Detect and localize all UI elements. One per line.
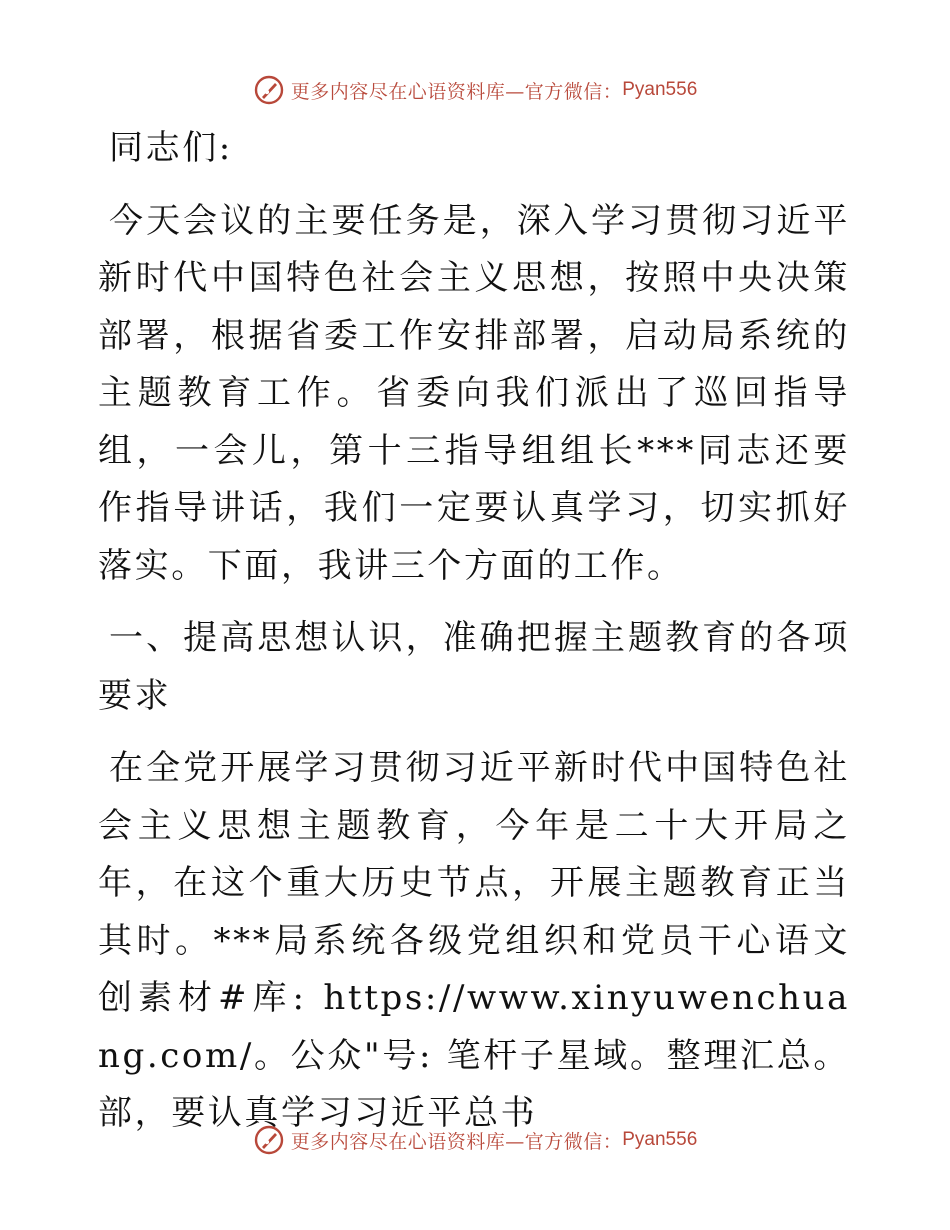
quill-circle-logo-icon (253, 1124, 285, 1156)
section-heading: 一、提高思想认识，准确把握主题教育的各项要求 (98, 618, 850, 716)
quill-circle-logo-icon (253, 74, 285, 106)
salutation: 同志们: (109, 128, 233, 168)
footer-watermark-banner (0, 1120, 950, 1160)
header-watermark-banner (0, 70, 950, 110)
paragraph: 今天会议的主要任务是，深入学习贯彻习近平新时代中国特色社会主义思想，按照中央决策部署，根据省委工作安排部署，启动局系统的主题教育工作。省委向我们派出了巡回指导组，一会儿，第十三指导组组长***同志还要作指导讲话，我们一定要认真学习，切实抓好落实。下面，我讲三个方面的工作。 (98, 200, 850, 586)
banner-text: 更多内容尽在心语资料库—官方微信： (290, 1130, 623, 1153)
document-body (98, 120, 850, 1143)
banner-text: 更多内容尽在心语资料库—官方微信： (290, 80, 623, 103)
banner-wechat-id: Pyan556 (622, 1129, 698, 1150)
section-paragraph: 在全党开展学习贯彻习近平新时代中国特色社会主义思想主题教育，今年是二十大开局之年，在这个重大历史节点，开展主题教育正当其时。***局系统各级党组织和党员干心语文创素材#库: https://www.xinyuwenchuang.com/。公众"号: 笔杆子星域。整理汇总。部，要认真学习习近平总书 (98, 748, 850, 1133)
banner-wechat-id: Pyan556 (622, 79, 698, 100)
